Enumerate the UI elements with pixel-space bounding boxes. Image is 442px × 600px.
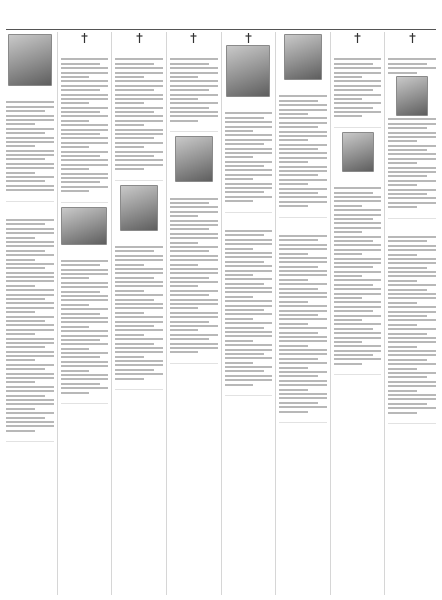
obituary-notice (279, 222, 327, 423)
notice-signature (279, 415, 327, 419)
deceased-name (61, 247, 109, 253)
notice-signature (115, 173, 163, 177)
notice-signature (388, 211, 436, 215)
notice-text (225, 106, 273, 110)
notice-text (334, 181, 382, 185)
column-1 (6, 32, 57, 595)
notice-signature (6, 434, 54, 438)
notice-text (6, 213, 54, 217)
column-6 (275, 32, 330, 595)
deceased-name (6, 88, 54, 94)
deceased-name (279, 82, 327, 88)
notice-signature (170, 356, 218, 360)
obituary-notice (225, 217, 273, 396)
notice-text (334, 52, 382, 56)
deceased-name (6, 206, 54, 212)
notice-text (225, 224, 273, 228)
deceased-name (334, 174, 382, 180)
obituary-notice (61, 207, 109, 405)
notice-signature (61, 396, 109, 400)
notice-signature (225, 205, 273, 209)
page-number (7, 7, 25, 22)
notice-text (115, 240, 163, 244)
cross-icon (409, 33, 416, 43)
notice-text (388, 52, 436, 56)
notice-text (61, 254, 109, 258)
deceased-name (279, 222, 327, 228)
obituary-notice (115, 33, 163, 181)
notice-signature (388, 416, 436, 420)
notice-signature (334, 367, 382, 371)
obituary-notice (388, 33, 436, 219)
notice-signature (61, 195, 109, 199)
deceased-name (225, 217, 273, 223)
masthead-date (395, 14, 435, 18)
masthead (395, 10, 435, 18)
obituary-notice (225, 33, 273, 213)
obituary-columns (6, 32, 436, 595)
obituary-notice (388, 223, 436, 424)
obituary-notice (115, 185, 163, 391)
cross-icon (190, 33, 197, 43)
notice-text (6, 95, 54, 99)
portrait-photo (61, 207, 107, 245)
cross-icon (136, 33, 143, 43)
portrait-photo (120, 185, 158, 231)
portrait-photo (175, 136, 213, 182)
obituary-notice (334, 33, 382, 128)
obituary-notice (6, 206, 54, 443)
obituary-notice (6, 34, 54, 202)
deceased-name (170, 184, 218, 190)
deceased-name (334, 45, 382, 51)
cross-icon (354, 33, 361, 43)
column-2 (57, 32, 112, 595)
obituary-notice (170, 136, 218, 363)
deceased-name (388, 223, 436, 229)
column-4 (166, 32, 221, 595)
deceased-name (115, 45, 163, 51)
portrait-photo (226, 45, 270, 97)
obituary-notice (334, 132, 382, 375)
portrait-photo (8, 34, 52, 86)
notice-text (279, 89, 327, 93)
deceased-name (170, 45, 218, 51)
column-7 (330, 32, 385, 595)
portrait-photo (284, 34, 322, 80)
notice-text (61, 52, 109, 56)
notice-text (170, 191, 218, 195)
deceased-name (225, 99, 273, 105)
notice-signature (170, 124, 218, 128)
portrait-photo (342, 132, 374, 172)
notice-signature (279, 210, 327, 214)
obituary-notice (170, 33, 218, 132)
cross-icon (81, 33, 88, 43)
notice-text (279, 229, 327, 233)
notice-text (170, 52, 218, 56)
notice-signature (115, 382, 163, 386)
notice-text (388, 230, 436, 234)
notice-text (115, 52, 163, 56)
notice-signature (6, 194, 54, 198)
deceased-name (115, 233, 163, 239)
page-header (6, 5, 436, 30)
column-8 (384, 32, 436, 595)
column-3 (111, 32, 166, 595)
notice-signature (334, 120, 382, 124)
column-5 (221, 32, 276, 595)
obituary-notice (279, 34, 327, 218)
portrait-photo (396, 76, 428, 116)
obituary-notice (61, 33, 109, 203)
deceased-name (388, 45, 436, 51)
cross-icon (245, 33, 252, 43)
deceased-name (61, 45, 109, 51)
notice-signature (225, 388, 273, 392)
